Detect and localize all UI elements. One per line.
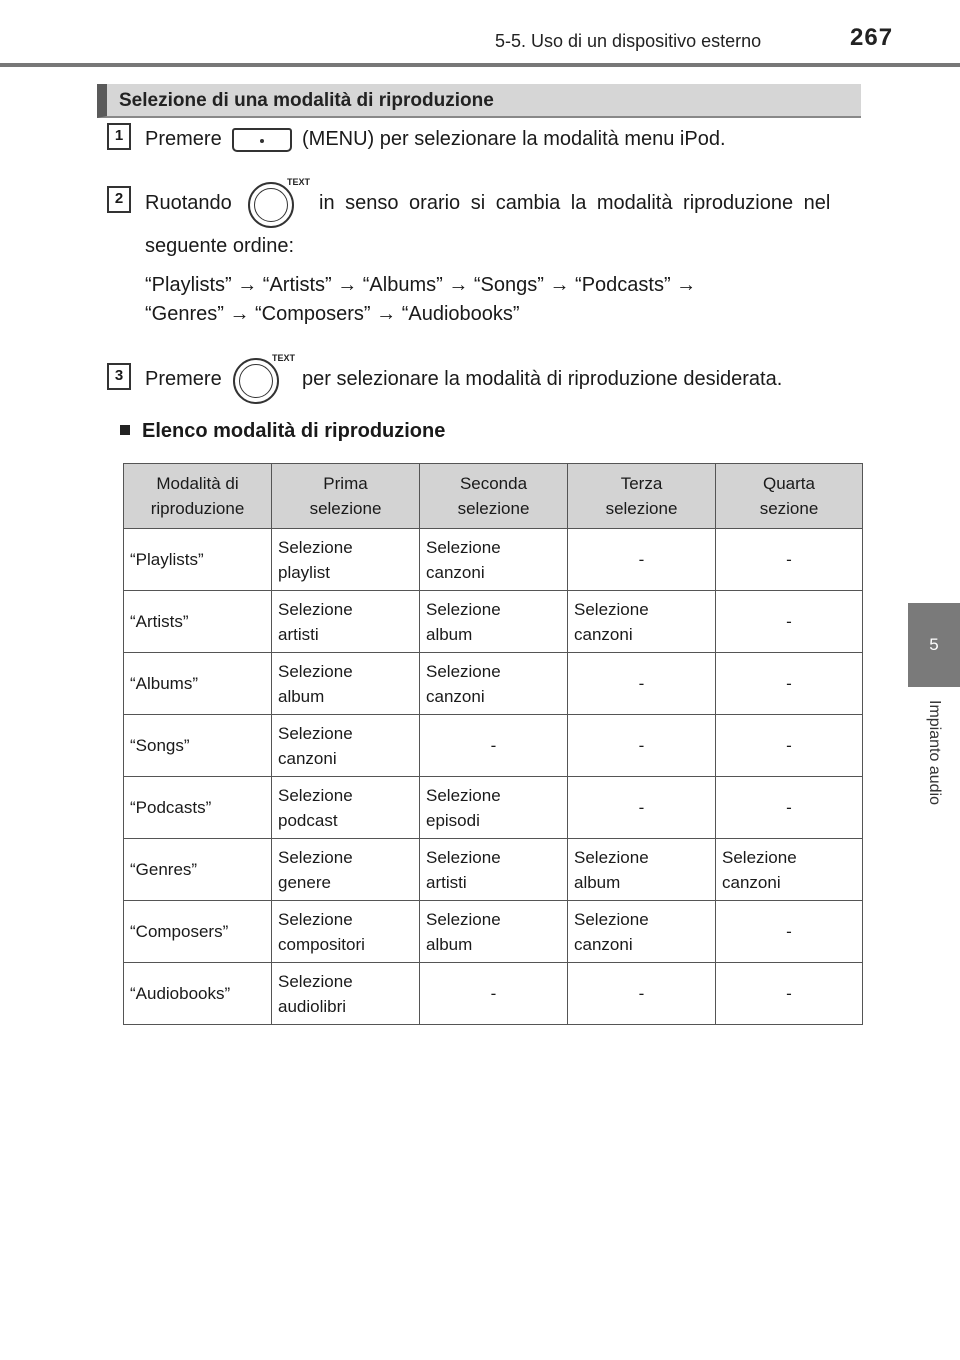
header-third-selection: Terza selezione — [568, 464, 716, 529]
mode-name-cell: “Audiobooks” — [124, 963, 272, 1025]
selection-cell: - — [716, 901, 863, 963]
square-bullet-icon — [120, 425, 130, 435]
step-2-number: 2 — [107, 186, 131, 213]
menu-button-icon — [232, 128, 292, 152]
selection-cell: - — [420, 715, 568, 777]
table-row — [124, 777, 863, 839]
header-fourth-selection: Quarta sezione — [716, 464, 863, 529]
mode-order-line-1: “Playlists” → “Artists” → “Albums” → “Songs” → “Podcasts” → — [145, 274, 697, 296]
selection-cell: - — [716, 777, 863, 839]
chapter-label: Impianto audio — [926, 700, 943, 805]
step-1-text-after: (MENU) per selezionare la modalità menu iPod. — [302, 128, 726, 150]
selection-cell: Selezione genere — [272, 839, 420, 901]
mode-name-cell: “Composers” — [124, 901, 272, 963]
table-row — [124, 839, 863, 901]
step-3-text-before: Premere — [145, 368, 222, 390]
selection-cell: - — [420, 963, 568, 1025]
selection-cell: Selezione album — [568, 839, 716, 901]
step-2-text-after: in senso orario si cambia la modalità riproduzione nel — [319, 192, 831, 214]
header-divider — [0, 63, 960, 67]
mode-order-line-2: “Genres” → “Composers” → “Audiobooks” — [145, 303, 520, 325]
mode-name-cell: “Podcasts” — [124, 777, 272, 839]
selection-cell: - — [568, 715, 716, 777]
mode-name-cell: “Albums” — [124, 653, 272, 715]
selection-cell: - — [568, 653, 716, 715]
header-first-selection: Prima selezione — [272, 464, 420, 529]
selection-cell: Selezione canzoni — [420, 529, 568, 591]
selection-cell: Selezione canzoni — [568, 901, 716, 963]
list-heading — [120, 420, 445, 443]
selection-cell: - — [568, 529, 716, 591]
selection-cell: - — [568, 777, 716, 839]
step-1-number: 1 — [107, 123, 131, 150]
selection-cell: Selezione artisti — [420, 839, 568, 901]
selection-cell: Selezione album — [420, 901, 568, 963]
selection-cell: Selezione artisti — [272, 591, 420, 653]
mode-name-cell: “Artists” — [124, 591, 272, 653]
selection-cell: - — [716, 529, 863, 591]
table-row — [124, 715, 863, 777]
step-2-text-line2: seguente ordine: — [145, 235, 295, 257]
selection-cell: Selezione podcast — [272, 777, 420, 839]
mode-name-cell: “Playlists” — [124, 529, 272, 591]
selection-cell: Selezione compositori — [272, 901, 420, 963]
selection-cell: Selezione audiolibri — [272, 963, 420, 1025]
selection-cell: Selezione episodi — [420, 777, 568, 839]
playback-mode-table — [123, 463, 863, 1025]
selection-cell: Selezione album — [272, 653, 420, 715]
mode-name-cell: “Genres” — [124, 839, 272, 901]
table-header-row — [124, 464, 863, 529]
selection-cell: Selezione canzoni — [272, 715, 420, 777]
chapter-number: 5 — [929, 635, 939, 654]
selection-cell: - — [716, 963, 863, 1025]
header-second-selection: Seconda selezione — [420, 464, 568, 529]
section-heading — [97, 84, 861, 118]
chapter-label-container — [908, 700, 960, 850]
step-3-text-after: per selezionare la modalità di riproduzione desiderata. — [302, 368, 783, 390]
table-row — [124, 591, 863, 653]
table-row — [124, 653, 863, 715]
table-row — [124, 901, 863, 963]
knob-text-label: TEXT — [287, 177, 311, 187]
step-1-text-before: Premere — [145, 128, 222, 150]
selection-cell: - — [716, 715, 863, 777]
table-row — [124, 529, 863, 591]
list-heading-text: Elenco modalità di riproduzione — [142, 420, 446, 442]
page-number: 267 — [850, 24, 894, 51]
table-row — [124, 963, 863, 1025]
selection-cell: Selezione playlist — [272, 529, 420, 591]
header-section-title: 5-5. Uso di un dispositivo esterno — [495, 31, 762, 51]
knob-text-label: TEXT — [272, 353, 296, 363]
table-body — [124, 529, 863, 1025]
mode-name-cell: “Songs” — [124, 715, 272, 777]
tune-knob-icon — [248, 182, 294, 228]
selection-cell: - — [568, 963, 716, 1025]
step-2-text-before: Ruotando — [145, 192, 232, 214]
selection-cell: Selezione canzoni — [716, 839, 863, 901]
selection-cell: - — [716, 653, 863, 715]
chapter-tab — [908, 603, 960, 687]
selection-cell: Selezione canzoni — [420, 653, 568, 715]
tune-knob-icon — [233, 358, 279, 404]
section-title: Selezione di una modalità di riproduzione — [119, 90, 494, 111]
selection-cell: - — [716, 591, 863, 653]
step-3-number: 3 — [107, 363, 131, 390]
selection-cell: Selezione album — [420, 591, 568, 653]
header-mode: Modalità di riproduzione — [124, 464, 272, 529]
selection-cell: Selezione canzoni — [568, 591, 716, 653]
